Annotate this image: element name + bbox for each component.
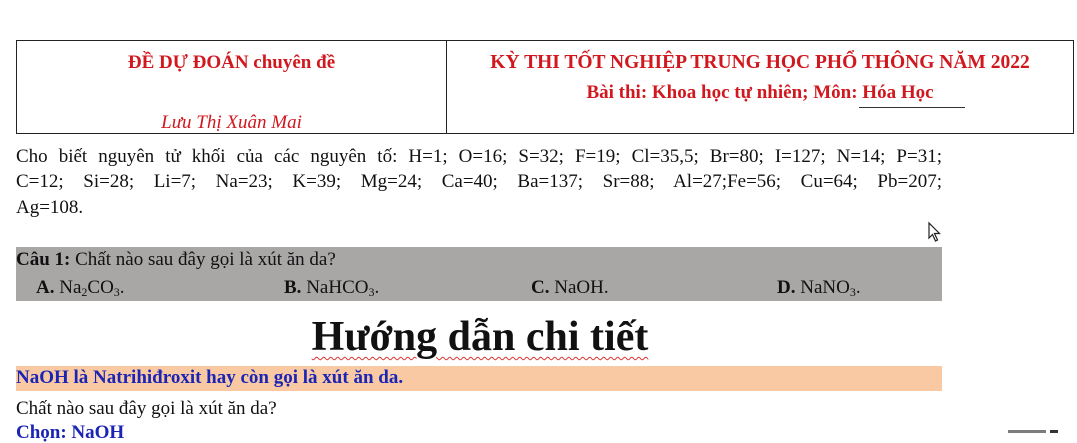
atomic-mass-line-2: C=12; Si=28; Li=7; Na=23; K=39; Mg=24; Ca=40; Ba=137; Sr=88; Al=27;Fe=56; Cu=64; Pb=207; xyxy=(16,171,942,192)
option-b[interactable]: B. NaHCO$_3$. xyxy=(284,277,380,299)
scrollbar-thumb[interactable] xyxy=(1008,430,1046,433)
header-left-cell xyxy=(17,41,447,133)
question-label: Câu 1: xyxy=(16,249,71,270)
question-block xyxy=(16,247,942,301)
atomic-mass-line-1: Cho biết nguyên tử khối của các nguyên tố: H=1; O=16; S=32; F=19; Cl=35,5; Br=80; I=127; N=14; P=31; xyxy=(16,146,942,167)
repeated-question: Chất nào sau đây gọi là xút ăn da? xyxy=(16,398,277,419)
exam-type-title: ĐỀ DỰ ĐOÁN chuyên đề xyxy=(127,52,336,73)
option-d[interactable]: D. NaNO$_3$. xyxy=(777,277,861,299)
exam-title: KỲ THI TỐT NGHIỆP TRUNG HỌC PHỔ THÔNG NĂM 2022 xyxy=(490,52,1030,73)
answer-choice-line: Chọn: NaOH xyxy=(16,422,125,443)
exam-header-table xyxy=(16,40,1074,134)
answer-options xyxy=(16,277,942,301)
answer-explanation: NaOH là Natrihiđroxit hay còn gọi là xút ăn da. xyxy=(16,367,404,388)
header-divider xyxy=(859,107,965,108)
question-line xyxy=(16,249,336,271)
guide-heading: Hướng dẫn chi tiết xyxy=(311,314,649,360)
answer-explanation-bar xyxy=(16,366,942,391)
option-a[interactable]: A. $Na_2CO_3$. xyxy=(36,277,125,299)
header-right-cell xyxy=(447,41,1073,133)
mouse-cursor-icon xyxy=(928,222,942,242)
question-text: Chất nào sau đây gọi là xút ăn da? xyxy=(75,249,336,270)
exam-subject: Bài thi: Khoa học tự nhiên; Môn: Hóa Học xyxy=(586,82,934,103)
author-name: Lưu Thị Xuân Mai xyxy=(161,112,302,133)
atomic-mass-line-3: Ag=108. xyxy=(16,197,84,218)
scrollbar-marker xyxy=(1050,430,1058,433)
option-c[interactable]: C. NaOH. xyxy=(531,277,609,298)
